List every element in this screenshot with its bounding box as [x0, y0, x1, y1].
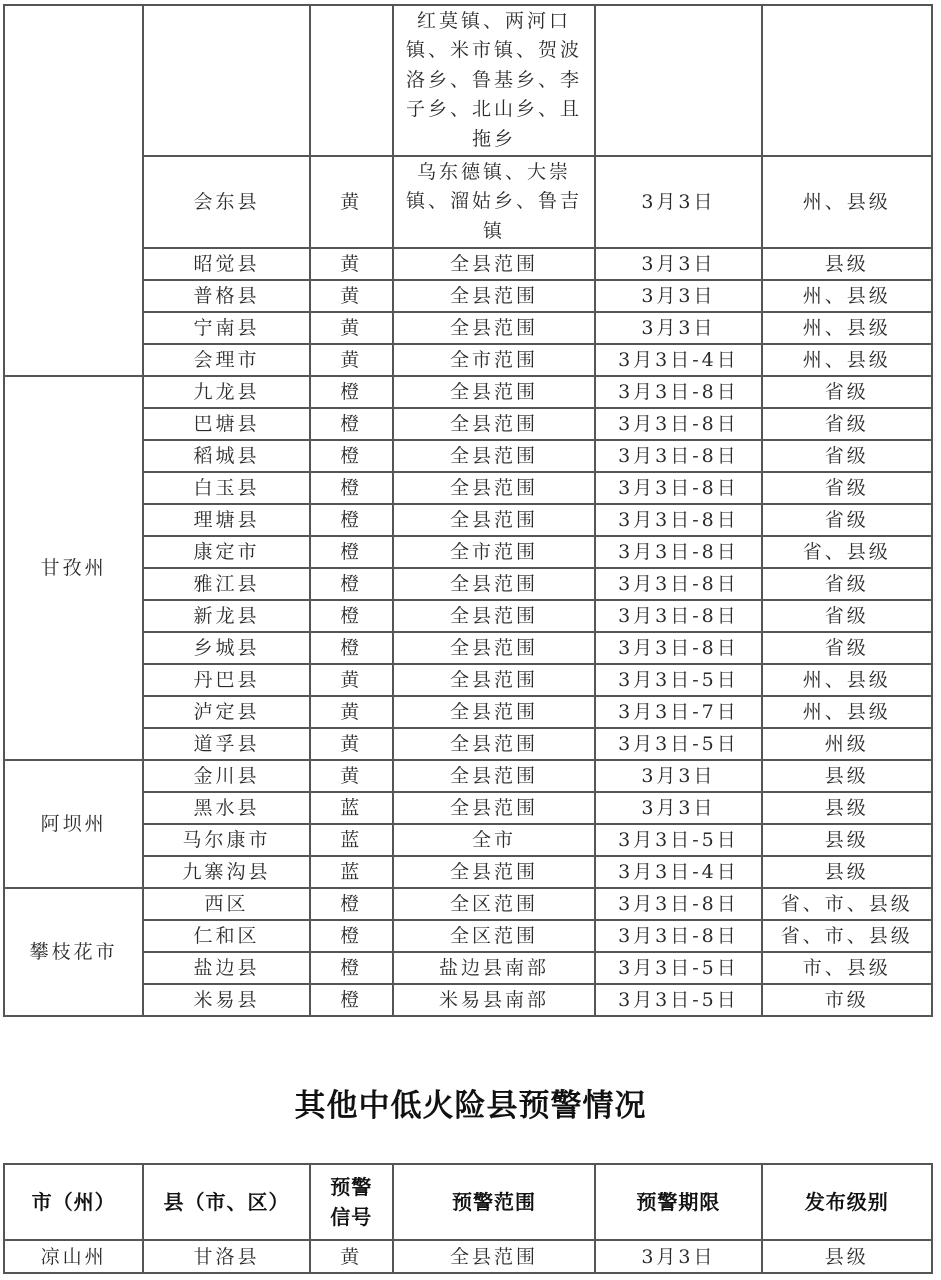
- county-cell: 会理市: [143, 344, 309, 376]
- signal-cell: 橙: [310, 984, 393, 1016]
- signal-cell: 橙: [310, 376, 393, 408]
- scope-cell: 全县范围: [393, 280, 595, 312]
- table-row: [4, 568, 932, 600]
- header-period: 预警期限: [595, 1164, 761, 1240]
- county-cell: 仁和区: [143, 920, 309, 952]
- level-cell: 省级: [762, 632, 932, 664]
- other-county-warning-table: [3, 1163, 933, 1274]
- period-cell: 3月3日-4日: [595, 344, 761, 376]
- scope-cell: 全县范围: [393, 376, 595, 408]
- level-cell: 省级: [762, 600, 932, 632]
- period-cell: 3月3日-5日: [595, 952, 761, 984]
- period-cell: 3月3日-5日: [595, 824, 761, 856]
- signal-cell: 黄: [310, 280, 393, 312]
- table-row: [4, 984, 932, 1016]
- level-cell: 州、县级: [762, 312, 932, 344]
- signal-cell: 橙: [310, 440, 393, 472]
- scope-cell: 全县范围: [393, 504, 595, 536]
- signal-cell: 黄: [310, 156, 393, 248]
- table-row: [4, 824, 932, 856]
- period-cell: 3月3日: [595, 760, 761, 792]
- signal-cell: 橙: [310, 632, 393, 664]
- level-cell: 省级: [762, 408, 932, 440]
- level-cell: 市、县级: [762, 952, 932, 984]
- period-cell: 3月3日-7日: [595, 696, 761, 728]
- table-row: [4, 504, 932, 536]
- level-cell: 市级: [762, 984, 932, 1016]
- level-cell: 省级: [762, 568, 932, 600]
- period-cell: 3月3日-8日: [595, 376, 761, 408]
- table-row: [4, 312, 932, 344]
- level-cell: 州、县级: [762, 280, 932, 312]
- signal-cell: 黄: [310, 312, 393, 344]
- signal-cell: 橙: [310, 504, 393, 536]
- period-cell: 3月3日: [595, 248, 761, 280]
- level-cell: 省级: [762, 472, 932, 504]
- scope-cell: 全县范围: [393, 664, 595, 696]
- county-cell: 九龙县: [143, 376, 309, 408]
- level-cell: 县级: [762, 792, 932, 824]
- table-row: [4, 5, 932, 156]
- period-cell: [595, 5, 761, 156]
- county-cell: 巴塘县: [143, 408, 309, 440]
- county-cell: 新龙县: [143, 600, 309, 632]
- period-cell: 3月3日-8日: [595, 568, 761, 600]
- period-cell: 3月3日-5日: [595, 984, 761, 1016]
- table-row: [4, 344, 932, 376]
- scope-cell: 全县范围: [393, 312, 595, 344]
- level-cell: 省、市、县级: [762, 888, 932, 920]
- county-cell: 昭觉县: [143, 248, 309, 280]
- signal-cell: 橙: [310, 920, 393, 952]
- county-cell: 道孚县: [143, 728, 309, 760]
- table-row: [4, 376, 932, 408]
- table-row: [4, 856, 932, 888]
- table-row: [4, 600, 932, 632]
- period-cell: 3月3日-8日: [595, 440, 761, 472]
- scope-cell: 全市: [393, 824, 595, 856]
- scope-cell: 全县范围: [393, 760, 595, 792]
- table-row: [4, 156, 932, 248]
- scope-cell: 米易县南部: [393, 984, 595, 1016]
- scope-cell: 盐边县南部: [393, 952, 595, 984]
- period-cell: 3月3日: [595, 156, 761, 248]
- level-cell: [762, 5, 932, 156]
- scope-cell: 红莫镇、两河口镇、米市镇、贺波洛乡、鲁基乡、李子乡、北山乡、且拖乡: [393, 5, 595, 156]
- county-cell: 甘洛县: [143, 1240, 309, 1273]
- table-header-row: [4, 1164, 932, 1240]
- signal-cell: 黄: [310, 728, 393, 760]
- signal-cell: 黄: [310, 248, 393, 280]
- section-title: 其他中低火险县预警情况: [294, 1088, 647, 1124]
- period-cell: 3月3日-8日: [595, 600, 761, 632]
- period-cell: 3月3日: [595, 792, 761, 824]
- table-row: [4, 536, 932, 568]
- period-cell: 3月3日-8日: [595, 504, 761, 536]
- signal-cell: 橙: [310, 408, 393, 440]
- scope-cell: 全县范围: [393, 472, 595, 504]
- scope-cell: 全区范围: [393, 888, 595, 920]
- county-cell: 盐边县: [143, 952, 309, 984]
- signal-cell: 橙: [310, 952, 393, 984]
- table-row: [4, 408, 932, 440]
- header-signal-line2: 信号: [330, 1205, 373, 1229]
- level-cell: 州级: [762, 728, 932, 760]
- signal-cell: 橙: [310, 472, 393, 504]
- signal-cell: 黄: [310, 664, 393, 696]
- signal-cell: 橙: [310, 568, 393, 600]
- header-level: 发布级别: [762, 1164, 932, 1240]
- county-cell: 西区: [143, 888, 309, 920]
- level-cell: 县级: [762, 856, 932, 888]
- table-row: [4, 664, 932, 696]
- scope-cell: 全县范围: [393, 856, 595, 888]
- signal-cell: 黄: [310, 344, 393, 376]
- period-cell: 3月3日-8日: [595, 536, 761, 568]
- signal-cell: 黄: [310, 760, 393, 792]
- table-row: [4, 632, 932, 664]
- signal-cell: 橙: [310, 600, 393, 632]
- table-row: [4, 792, 932, 824]
- level-cell: 州、县级: [762, 156, 932, 248]
- header-signal: [310, 1164, 393, 1240]
- scope-cell: 全县范围: [393, 248, 595, 280]
- city-cell: 凉山州: [4, 1240, 143, 1273]
- signal-cell: 黄: [310, 1240, 393, 1273]
- county-cell: 米易县: [143, 984, 309, 1016]
- signal-cell: 蓝: [310, 856, 393, 888]
- level-cell: 县级: [762, 1240, 932, 1273]
- period-cell: 3月3日: [595, 280, 761, 312]
- high-risk-county-warning-table: [3, 4, 933, 1017]
- county-cell: 稻城县: [143, 440, 309, 472]
- period-cell: 3月3日-4日: [595, 856, 761, 888]
- level-cell: 省级: [762, 376, 932, 408]
- scope-cell: 全县范围: [393, 408, 595, 440]
- level-cell: 省、市、县级: [762, 920, 932, 952]
- level-cell: 县级: [762, 760, 932, 792]
- signal-cell: 橙: [310, 536, 393, 568]
- scope-cell: 全市范围: [393, 536, 595, 568]
- county-cell: [143, 5, 309, 156]
- county-cell: 泸定县: [143, 696, 309, 728]
- period-cell: 3月3日-8日: [595, 408, 761, 440]
- county-cell: 雅江县: [143, 568, 309, 600]
- period-cell: 3月3日-5日: [595, 728, 761, 760]
- level-cell: 州、县级: [762, 696, 932, 728]
- level-cell: 省级: [762, 504, 932, 536]
- county-cell: 宁南县: [143, 312, 309, 344]
- table-row: [4, 952, 932, 984]
- header-county: 县（市、区）: [143, 1164, 309, 1240]
- scope-cell: 乌东德镇、大崇镇、溜姑乡、鲁吉镇: [393, 156, 595, 248]
- county-cell: 九寨沟县: [143, 856, 309, 888]
- table-row: [4, 1240, 932, 1273]
- table-row: [4, 888, 932, 920]
- scope-cell: 全县范围: [393, 632, 595, 664]
- scope-cell: 全县范围: [393, 696, 595, 728]
- signal-cell: 蓝: [310, 824, 393, 856]
- county-cell: 理塘县: [143, 504, 309, 536]
- scope-cell: 全县范围: [393, 440, 595, 472]
- period-cell: 3月3日-8日: [595, 888, 761, 920]
- scope-cell: 全县范围: [393, 728, 595, 760]
- table-row: [4, 696, 932, 728]
- level-cell: 州、县级: [762, 344, 932, 376]
- period-cell: 3月3日-8日: [595, 920, 761, 952]
- signal-cell: 蓝: [310, 792, 393, 824]
- city-cell-aba: 阿坝州: [4, 760, 143, 888]
- scope-cell: 全市范围: [393, 344, 595, 376]
- table-row: [4, 440, 932, 472]
- period-cell: 3月3日-8日: [595, 632, 761, 664]
- scope-cell: 全县范围: [393, 792, 595, 824]
- scope-cell: 全县范围: [393, 600, 595, 632]
- period-cell: 3月3日-8日: [595, 472, 761, 504]
- table-row: [4, 728, 932, 760]
- table-row: [4, 280, 932, 312]
- city-cell-ganzi: 甘孜州: [4, 376, 143, 760]
- signal-cell: 橙: [310, 888, 393, 920]
- scope-cell: 全县范围: [393, 568, 595, 600]
- county-cell: 马尔康市: [143, 824, 309, 856]
- city-cell: [4, 5, 143, 376]
- county-cell: 黑水县: [143, 792, 309, 824]
- header-scope: 预警范围: [393, 1164, 595, 1240]
- level-cell: 省级: [762, 440, 932, 472]
- county-cell: 乡城县: [143, 632, 309, 664]
- level-cell: 省、县级: [762, 536, 932, 568]
- city-cell-panzhihua: 攀枝花市: [4, 888, 143, 1016]
- signal-cell: 黄: [310, 696, 393, 728]
- table-row: [4, 760, 932, 792]
- table-row: [4, 248, 932, 280]
- county-cell: 会东县: [143, 156, 309, 248]
- county-cell: 金川县: [143, 760, 309, 792]
- header-signal-line1: 预警: [330, 1175, 373, 1199]
- period-cell: 3月3日: [595, 1240, 761, 1273]
- table-row: [4, 472, 932, 504]
- header-city: 市（州）: [4, 1164, 143, 1240]
- table-row: [4, 920, 932, 952]
- period-cell: 3月3日-5日: [595, 664, 761, 696]
- county-cell: 普格县: [143, 280, 309, 312]
- county-cell: 康定市: [143, 536, 309, 568]
- period-cell: 3月3日: [595, 312, 761, 344]
- level-cell: 县级: [762, 248, 932, 280]
- level-cell: 县级: [762, 824, 932, 856]
- level-cell: 州、县级: [762, 664, 932, 696]
- scope-cell: 全县范围: [393, 1240, 595, 1273]
- county-cell: 白玉县: [143, 472, 309, 504]
- county-cell: 丹巴县: [143, 664, 309, 696]
- signal-cell: [310, 5, 393, 156]
- scope-cell: 全区范围: [393, 920, 595, 952]
